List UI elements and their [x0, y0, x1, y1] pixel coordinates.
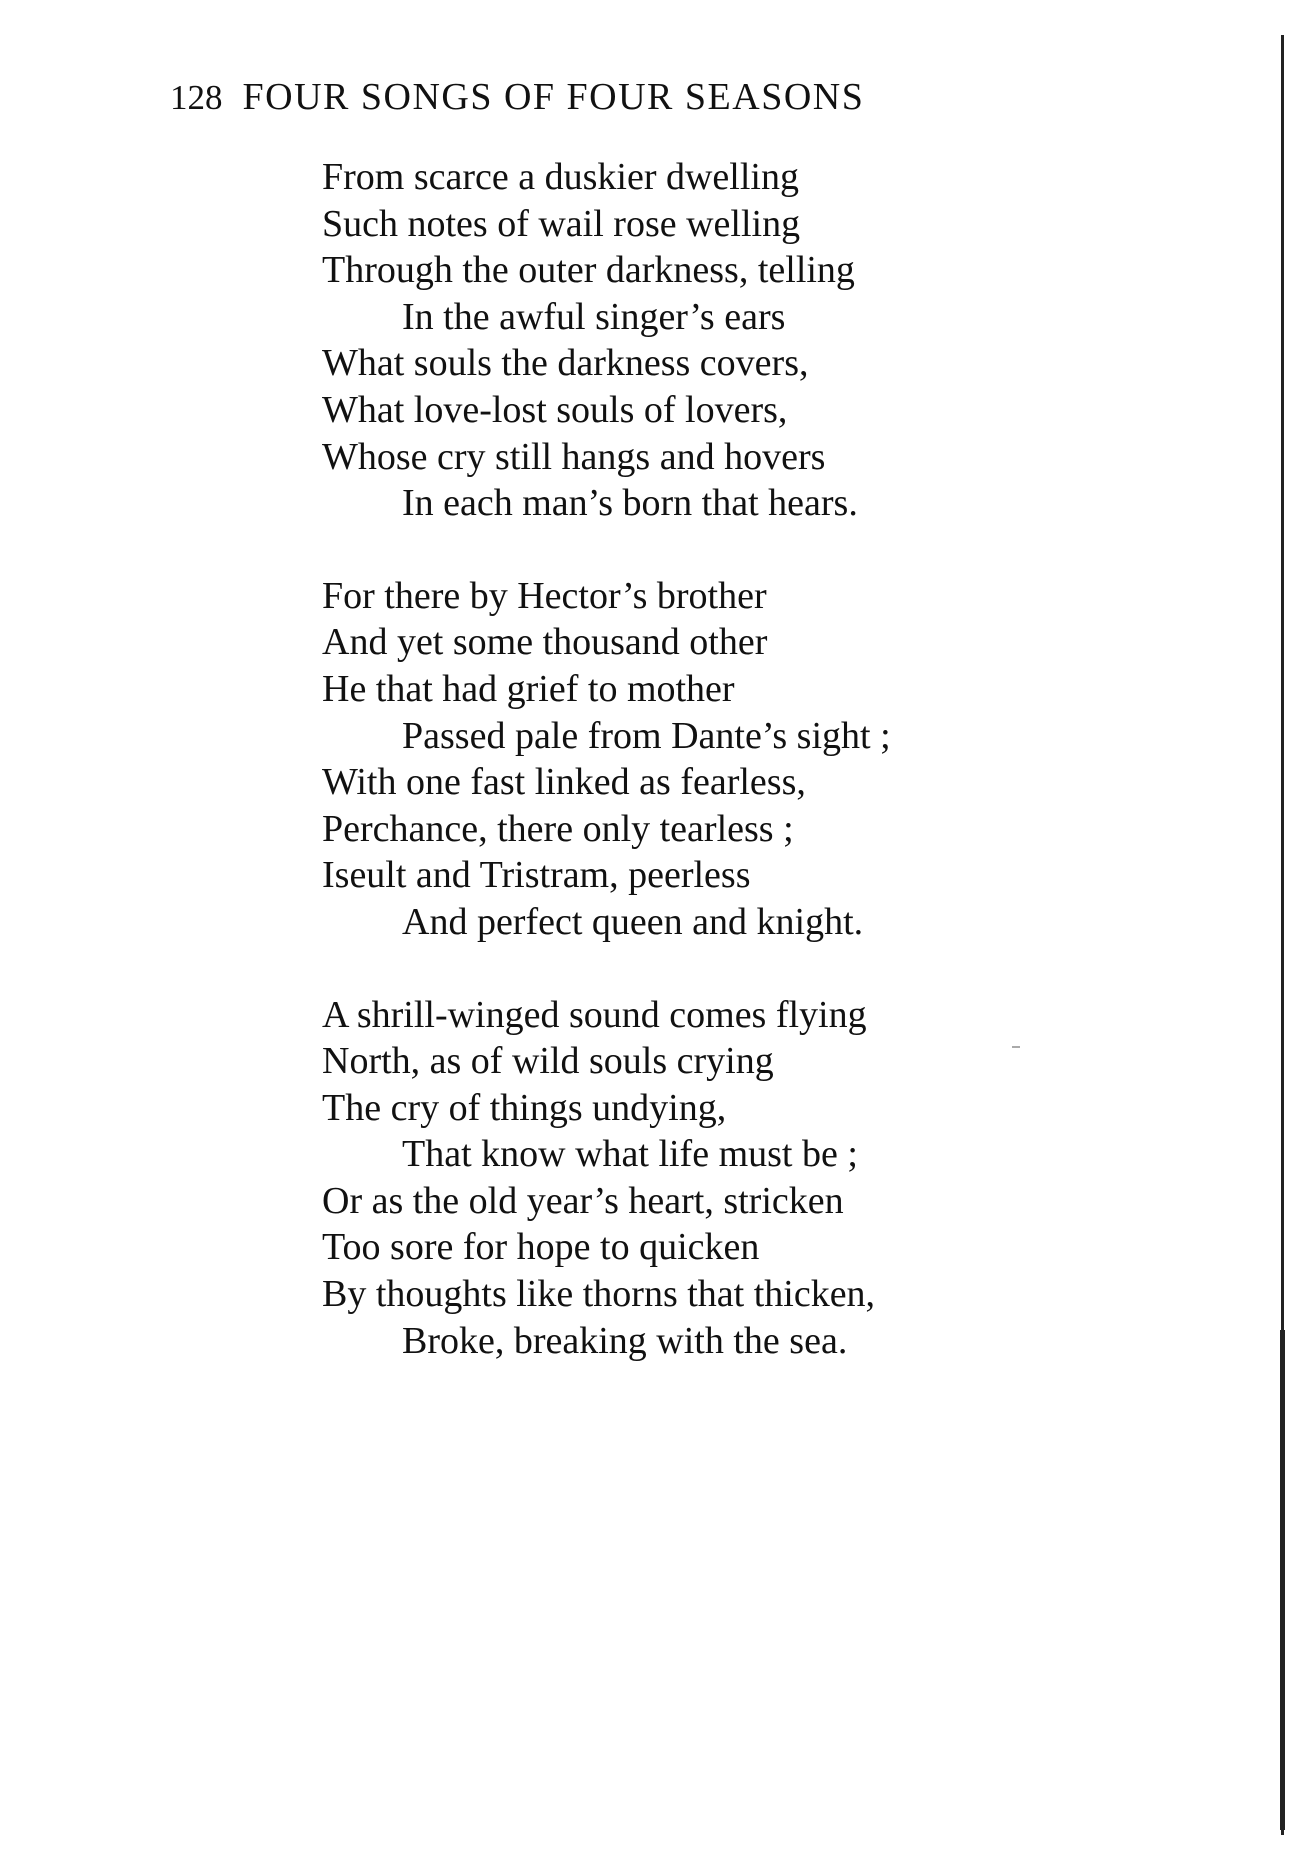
stanza-2	[322, 573, 891, 946]
poem-line-indented: Broke, breaking with the sea.	[402, 1319, 848, 1362]
poem-line: From scarce a duskier dwelling	[322, 156, 799, 198]
poem-line: Or as the old year’s heart, stricken	[322, 1179, 844, 1222]
running-title: FOUR SONGS OF FOUR SEASONS	[242, 76, 865, 118]
poem-line-indented: And perfect queen and knight.	[402, 900, 864, 943]
poem-line: Whose cry still hangs and hovers	[322, 435, 826, 478]
poem-line: Iseult and Tristram, peerless	[322, 854, 751, 897]
poem-line-indented: In each man’s born that hears.	[402, 482, 858, 525]
stanza-1	[322, 154, 891, 527]
poem	[322, 154, 891, 1364]
page-edge-rule-thick	[1280, 1330, 1285, 1830]
poem-line-indented: In the awful singer’s ears	[402, 295, 786, 338]
poem-line: Perchance, there only tearless ;	[322, 807, 794, 850]
poem-line: With one fast linked as fearless,	[322, 761, 806, 804]
poem-line: A shrill-winged sound comes flying	[322, 993, 867, 1036]
poem-line: By thoughts like thorns that thicken,	[322, 1273, 876, 1316]
poem-line: For there by Hector’s brother	[322, 574, 767, 617]
running-header	[170, 72, 864, 122]
page-number: 128	[170, 78, 223, 117]
poem-line: Through the outer darkness, telling	[322, 249, 855, 292]
poem-line-indented: That know what life must be ;	[402, 1133, 858, 1176]
poem-line: Such notes of wail rose welling	[322, 202, 801, 245]
poem-line-indented: Passed pale from Dante’s sight ;	[402, 714, 891, 757]
poem-line: What love-lost souls of lovers,	[322, 388, 788, 431]
print-speck	[1012, 1046, 1020, 1048]
poem-line: Too sore for hope to quicken	[322, 1226, 760, 1269]
poem-line: The cry of things undying,	[322, 1086, 727, 1129]
poem-line: What souls the darkness covers,	[322, 342, 809, 385]
poem-line: And yet some thousand other	[322, 621, 768, 664]
poem-line: He that had grief to mother	[322, 667, 735, 710]
stanza-3	[322, 992, 891, 1365]
poem-line: North, as of wild souls crying	[322, 1040, 774, 1083]
